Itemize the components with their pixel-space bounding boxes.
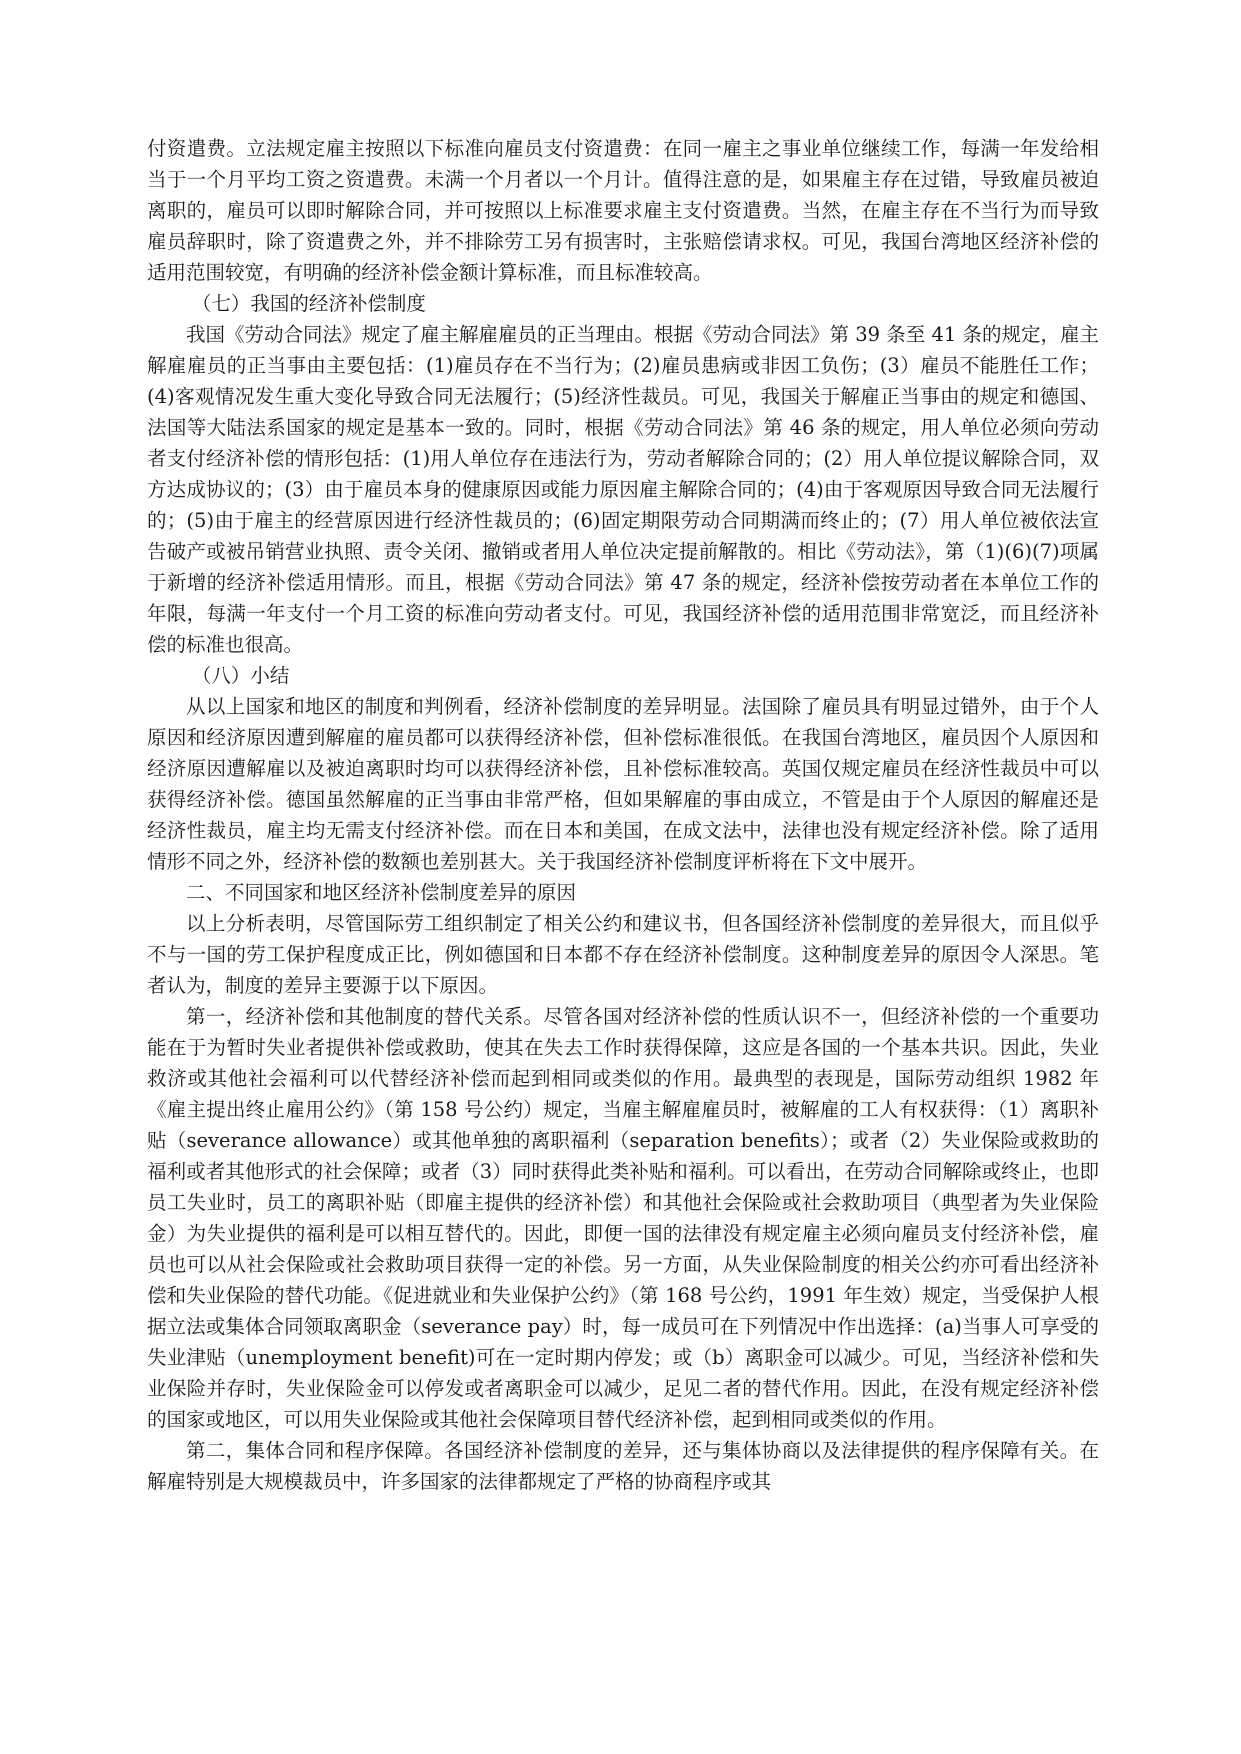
paragraph-body: 从以上国家和地区的制度和判例看，经济补偿制度的差异明显。法国除了雇员具有明显过错外，由于个人原因和经济原因遭到解雇的雇员都可以获得经济补偿，但补偿标准很低。在我国台湾地区，雇员因个人原因和经济原因遭解雇以及被迫离职时均可以获得经济补偿，且补偿标准较高。英国仅规定雇员在经济性裁员中可以获得经济补偿。德国虽然解雇的正当事由非常严格，但如果解雇的事由成立，不管是由于个人原因的解雇还是经济性裁员，雇主均无需支付经济补偿。而在日本和美国，在成文法中，法律也没有规定经济补偿。除了适用情形不同之外，经济补偿的数额也差别甚大。关于我国经济补偿制度评析将在下文中展开。: [147, 695, 1099, 873]
section-heading-seven: （七）我国的经济补偿制度: [191, 292, 426, 315]
section-heading-eight: （八）小结: [191, 664, 290, 687]
paragraph-body: 我国《劳动合同法》规定了雇主解雇雇员的正当理由。根据《劳动合同法》第 39 条至 41 条的规定，雇主解雇雇员的正当事由主要包括：(1)雇员存在不当行为；(2)雇员患病或非因工负伤；(3）雇员不能胜任工作；(4)客观情况发生重大变化导致合同无法履行；(5)经济性裁员。可见，我国关于解雇正当事由的规定和德国、法国等大陆法系国家的规定是基本一致的。同时，根据《劳动合同法》第 46 条的规定，用人单位必须向劳动者支付经济补偿的情形包括：(1)用人单位存在违法行为，劳动者解除合同的；(2）用人单位提议解除合同，双方达成协议的；(3）由于雇员本身的健康原因或能力原因雇主解除合同的；(4)由于客观原因导致合同无法履行的；(5)由于雇主的经营原因进行经济性裁员的；(6)固定期限劳动合同期满而终止的；(7）用人单位被依法宣告破产或被吊销营业执照、责令关闭、撤销或者用人单位决定提前解散的。相比《劳动法》，第（1)(6)(7)项属于新增的经济补偿适用情形。而且，根据《劳动合同法》第 47 条的规定，经济补偿按劳动者在本单位工作的年限，每满一年支付一个月工资的标准向劳动者支付。可见，我国经济补偿的适用范围非常宽泛，而且经济补偿的标准也很高。: [147, 323, 1099, 656]
paragraph-body: 以上分析表明，尽管国际劳工组织制定了相关公约和建议书，但各国经济补偿制度的差异很大，而且似乎不与一国的劳工保护程度成正比，例如德国和日本都不存在经济补偿制度。这种制度差异的原因令人深思。笔者认为，制度的差异主要源于以下原因。: [147, 912, 1099, 997]
paragraph-body: 第一，经济补偿和其他制度的替代关系。尽管各国对经济补偿的性质认识不一，但经济补偿的一个重要功能在于为暂时失业者提供补偿或救助，使其在失去工作时获得保障，这应是各国的一个基本共识。因此，失业救济或其他社会福利可以代替经济补偿而起到相同或类似的作用。最典型的表现是，国际劳动组织 1982 年《雇主提出终止雇用公约》（第 158 号公约）规定，当雇主解雇雇员时，被解雇的工人有权获得：（1）离职补贴（severance allowance）或其他单独的离职福利（separation benefits）；或者（2）失业保险或救助的福利或者其他形式的社会保障；或者（3）同时获得此类补贴和福利。可以看出，在劳动合同解除或终止，也即员工失业时，员工的离职补贴（即雇主提供的经济补偿）和其他社会保险或社会救助项目（典型者为失业保险金）为失业提供的福利是可以相互替代的。因此，即便一国的法律没有规定雇主必须向雇员支付经济补偿，雇员也可以从社会保险或社会救助项目获得一定的补偿。另一方面，从失业保险制度的相关公约亦可看出经济补偿和失业保险的替代功能。《促进就业和失业保护公约》（第 168 号公约，1991 年生效）规定，当受保护人根据立法或集体合同领取离职金（severance pay）时，每一成员可在下列情况中作出选择：(a)当事人可享受的失业津贴（unemployment benefit)可在一定时期内停发；或（b）离职金可以减少。可见，当经济补偿和失业保险并存时，失业保险金可以停发或者离职金可以减少，足见二者的替代作用。因此，在没有规定经济补偿的国家或地区，可以用失业保险或其他社会保障项目替代经济补偿，起到相同或类似的作用。: [147, 1005, 1099, 1431]
section-heading-two: 二、不同国家和地区经济补偿制度差异的原因: [186, 881, 577, 904]
paragraph-continued: 付资遣费。立法规定雇主按照以下标准向雇员支付资遣费：在同一雇主之事业单位继续工作，每满一年发给相当于一个月平均工资之资遣费。未满一个月者以一个月计。值得注意的是，如果雇主存在过错，导致雇员被迫离职的，雇员可以即时解除合同，并可按照以上标准要求雇主支付资遣费。当然，在雇主存在不当行为而导致雇员辞职时，除了资遣费之外，并不排除劳工另有损害时，主张赔偿请求权。可见，我国台湾地区经济补偿的适用范围较宽，有明确的经济补偿金额计算标准，而且标准较高。: [147, 137, 1099, 284]
paragraph-body: 第二，集体合同和程序保障。各国经济补偿制度的差异，还与集体协商以及法律提供的程序保障有关。在解雇特别是大规模裁员中，许多国家的法律都规定了严格的协商程序或其: [147, 1439, 1099, 1493]
document-page: [147, 133, 1099, 1497]
